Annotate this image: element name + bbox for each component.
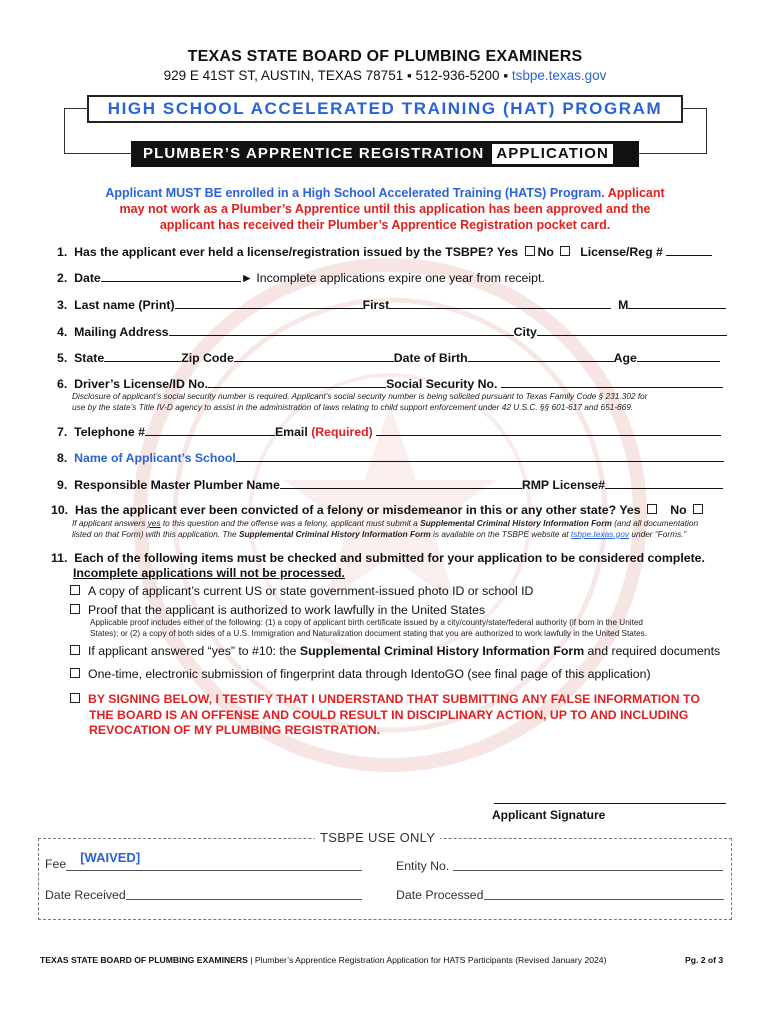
proof-checkbox[interactable] <box>70 604 80 614</box>
date-received-input[interactable] <box>126 887 362 900</box>
fee-field: Fee [WAIVED] <box>45 856 362 871</box>
checklist-criminal-history: If applicant answered “yes” to #10: the Supplemental Criminal History Information Form and required documents <box>70 644 720 658</box>
question-2: 2. Date ► Incomplete applications expire one year from receipt. <box>57 271 545 285</box>
date-field[interactable] <box>101 270 241 282</box>
application-title-part2: APPLICATION <box>492 144 613 164</box>
checklist-testify: BY SIGNING BELOW, I TESTIFY THAT I UNDERSTAND THAT SUBMITTING ANY FALSE INFORMATION TO THE BOARD IS AN OFFENSE AND COULD RESULT IN DISCIPLINARY ACTION, UP TO AND INCLUDING REVOCATION OF MY PLUMBING REGISTRATION. <box>70 692 700 739</box>
mailing-address-field[interactable] <box>169 324 514 336</box>
fingerprint-checkbox[interactable] <box>70 668 80 678</box>
application-title-bar <box>131 141 639 167</box>
q10-yes-checkbox[interactable] <box>647 504 657 514</box>
checklist-fingerprint: One-time, electronic submission of fingerprint data through IdentoGO (see final page of this application) <box>70 667 651 681</box>
checklist-photo-id: A copy of applicant’s current US or state government-issued photo ID or school ID <box>70 584 533 598</box>
question-5: 5. State Zip Code Date of Birth Age <box>57 350 737 365</box>
school-name-field[interactable] <box>236 450 724 462</box>
ssn-disclosure: Disclosure of applicant’s social security number is required. Applicant’s social security number is being solicited pursuant to Texas Family Code § 231.302 for use by the state’s Title IV-D agency to assist in the administration of laws relating to child support enforcement under 42 U.S.C. §§ 601-617 and 651-669. <box>72 391 648 412</box>
drivers-license-field[interactable] <box>208 376 386 388</box>
page-number: Pg. 2 of 3 <box>685 955 724 965</box>
rmp-name-field[interactable] <box>280 477 522 489</box>
telephone-field[interactable] <box>145 424 275 436</box>
question-10: 10. Has the applicant ever been convicted of a felony or misdemeanor in this or any other state? Yes No <box>51 503 731 517</box>
date-processed-input[interactable] <box>484 887 724 900</box>
entity-field: Entity No. <box>396 858 723 873</box>
rmp-license-field[interactable] <box>605 477 723 489</box>
social-security-field[interactable] <box>501 376 723 388</box>
signature-label: Applicant Signature <box>492 808 606 822</box>
photo-id-checkbox[interactable] <box>70 585 80 595</box>
question-11: 11. Each of the following items must be checked and submitted for your application to be considered complete. Incomplete applications will not be processed. <box>51 551 705 580</box>
entity-number-input[interactable] <box>453 858 723 871</box>
eligibility-notice: Applicant MUST BE enrolled in a High School Accelerated Training (HATS) Program. Applicant may not work as a Plumber’s Apprentice until this application has been approved and the applicant has received their Plumber’s Apprentice Registration pocket card. <box>105 186 665 232</box>
website-link[interactable]: tsbpe.texas.gov <box>511 68 607 83</box>
board-name: TEXAS STATE BOARD OF PLUMBING EXAMINERS <box>187 48 583 65</box>
first-name-field[interactable] <box>389 297 611 309</box>
q10-no-checkbox[interactable] <box>693 504 703 514</box>
board-address: 929 E 41ST ST, AUSTIN, TEXAS 78751 ▪ 512-936-5200 ▪ tsbpe.texas.gov <box>163 68 607 83</box>
q1-no-checkbox[interactable] <box>560 246 570 256</box>
email-field[interactable] <box>376 424 721 436</box>
state-field[interactable] <box>104 350 181 362</box>
age-field[interactable] <box>637 350 720 362</box>
license-number-field[interactable] <box>666 244 712 256</box>
middle-initial-field[interactable] <box>628 297 726 309</box>
signature-line[interactable] <box>494 803 726 804</box>
application-title-part1: PLUMBER’S APPRENTICE REGISTRATION <box>143 145 485 162</box>
testify-checkbox[interactable] <box>70 693 80 703</box>
last-name-field[interactable] <box>175 297 363 309</box>
question-8: 8. Name of Applicant’s School <box>57 450 737 465</box>
office-use-box <box>38 838 732 920</box>
date-processed-field: Date Processed <box>396 887 724 902</box>
proof-note: Applicable proof includes either of the following: (1) a copy of applicant birth certificate issued by a city/county/state/federal authority (if born in the United States); or (2) a copy of both sides of a U.S. Immigration and Naturalization document stating that you are authorized to work lawfully in the United States. <box>90 618 648 638</box>
footer-text: TEXAS STATE BOARD OF PLUMBING EXAMINERS | Plumber’s Apprentice Registration Application for HATS Participants (Revised January 2024) <box>40 955 607 965</box>
zip-code-field[interactable] <box>234 350 394 362</box>
checklist-proof: Proof that the applicant is authorized to work lawfully in the United States <box>70 603 485 617</box>
date-received-field: Date Received <box>45 887 362 902</box>
question-4: 4. Mailing Address City <box>57 324 737 339</box>
felony-note: If applicant answers yes to this question and the offense was a felony, applicant must submit a Supplemental Criminal History Information Form (and all documentation listed on that Form) with this application. The Supplemental Criminal History Information Form is available on the TSBPE website at tsbpe.texas.gov under “Forms.” <box>72 518 699 539</box>
question-1: 1. Has the applicant ever held a license/registration issued by the TSBPE? Yes No License/Reg # <box>57 244 737 259</box>
office-use-title: TSBPE USE ONLY <box>315 830 440 845</box>
question-3: 3. Last name (Print) First M <box>57 297 737 312</box>
criminal-history-checkbox[interactable] <box>70 645 80 655</box>
question-7: 7. Telephone # Email (Required) <box>57 424 737 439</box>
question-6: 6. Driver’s License/ID No. Social Security No. <box>57 376 737 391</box>
date-of-birth-field[interactable] <box>468 350 614 362</box>
city-field[interactable] <box>537 324 727 336</box>
fee-value: [WAIVED] <box>80 850 141 865</box>
tsbpe-website-link[interactable]: tsbpe.texas.gov <box>570 529 630 539</box>
question-9: 9. Responsible Master Plumber Name RMP License# <box>57 477 737 492</box>
q1-yes-checkbox[interactable] <box>525 246 535 256</box>
program-title: HIGH SCHOOL ACCELERATED TRAINING (HAT) PROGRAM <box>87 95 683 123</box>
